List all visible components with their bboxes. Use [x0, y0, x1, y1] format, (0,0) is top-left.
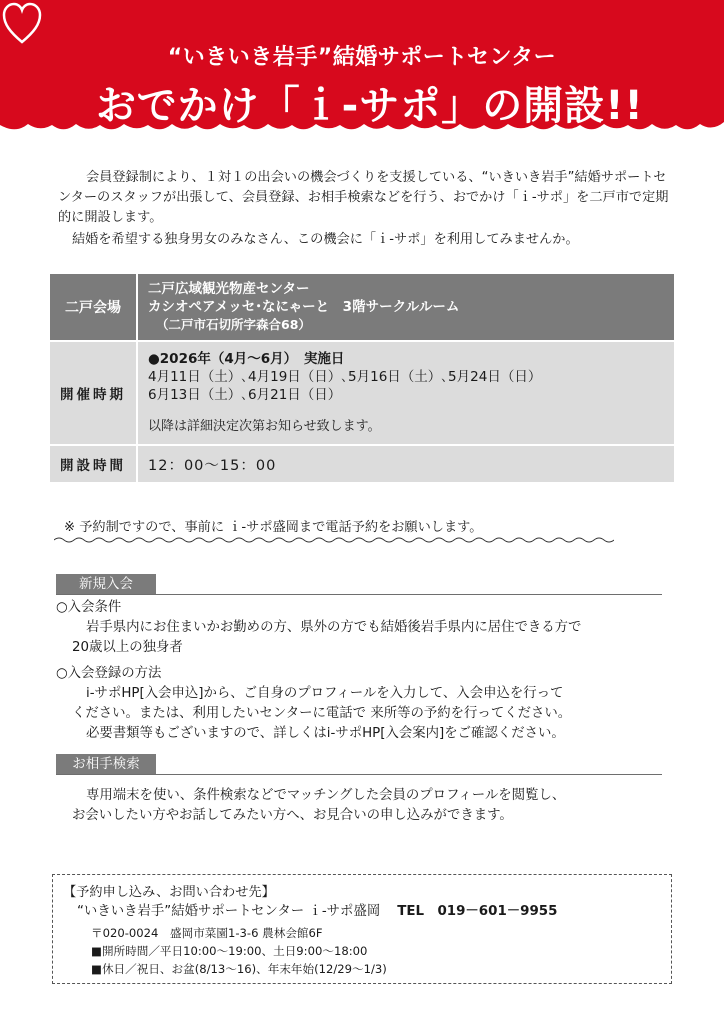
time-row	[50, 444, 674, 482]
section-tag-search: お相手検索	[56, 754, 156, 774]
join-method-text-2: ください。または、利用したいセンターに電話で 来所等の予約を行ってください。	[72, 706, 572, 721]
contact-hours: ■開所時間／平日10:00～19:00、土日9:00～18:00	[91, 944, 368, 958]
join-condition-title: ○入会条件	[56, 600, 122, 615]
banner-subtitle: “いきいき岩手”結婚サポートセンター	[167, 45, 557, 70]
join-condition-text-2: 20歳以上の独身者	[72, 640, 183, 655]
time-label: 開設時間	[50, 444, 136, 482]
search-description	[56, 786, 676, 826]
venue-room: カシオペアメッセ･なにゃーと 3階サークルルーム	[148, 299, 460, 315]
section-tag-join: 新規入会	[56, 574, 156, 594]
contact-closed-days: ■休日／祝日、お盆(8/13～16)、年末年始(12/29～1/3)	[91, 962, 387, 976]
heart-icon	[0, 0, 44, 46]
header-banner	[0, 0, 724, 140]
contact-address: 〒020-0024 盛岡市菜園1-3-6 農林会館6F	[91, 926, 323, 940]
intro-paragraph-1: 会員登録制により、１対１の出会いの機会づくりを支援している、“いきいき岩手”結婚サポートセンターのスタッフが出張して、会員登録、お相手検索などを行う、おでかけ「ｉ-サポ」を二戸市で定期的に開設します。	[58, 170, 669, 225]
period-label: 開催時期	[50, 340, 136, 444]
section-header-join	[56, 574, 662, 595]
venue-row	[50, 274, 674, 340]
period-note: 以降は詳細決定次第お知らせ致します。	[148, 419, 381, 434]
join-conditions	[56, 598, 676, 658]
period-value	[136, 340, 674, 444]
wavy-divider	[54, 535, 614, 545]
banner-title: おでかけ「ｉ-サポ」の開設!!	[96, 83, 644, 129]
venue-name: 二戸広域観光物産センター	[148, 281, 310, 297]
join-method-text-3: 必要書類等もございますので、詳しくはi-サポHP[入会案内]をご確認ください。	[86, 726, 565, 741]
period-dates-2: 6月13日（土）､6月21日（日）	[148, 387, 342, 403]
reservation-note: ※ 予約制ですので、事前に ｉ-サポ盛岡まで電話予約をお願いします。	[64, 520, 483, 535]
contact-heading: 【予約申し込み、お問い合わせ先】	[63, 885, 275, 900]
venue-label: 二戸会場	[50, 274, 136, 340]
join-condition-text-1: 岩手県内にお住まいかお勤めの方、県外の方でも結婚後岩手県内に居住できる方で	[86, 620, 582, 635]
venue-value	[136, 274, 674, 340]
search-text-2: お会いしたい方やお話してみたい方へ、お見合いの申し込みができます。	[72, 808, 513, 823]
time-value: 12：00～15：00	[136, 444, 674, 482]
section-header-search	[56, 754, 662, 775]
intro-text	[58, 168, 678, 250]
join-method	[56, 664, 676, 744]
period-dates-1: 4月11日（土）､4月19日（日）､5月16日（土）､5月24日（日）	[148, 369, 542, 385]
period-heading: ●2026年（4月～6月） 実施日	[148, 351, 345, 367]
contact-tel[interactable]: TEL 019－601－9955	[397, 904, 558, 919]
venue-address: （二戸市石切所字森合68）	[156, 317, 311, 332]
intro-paragraph-2: 結婚を希望する独身男女のみなさん、この機会に「ｉ-サポ」を利用してみませんか。	[72, 232, 579, 247]
join-method-text-1: i-サポHP[入会申込]から、ご自身のプロフィールを入力して、入会申込を行って	[86, 686, 564, 701]
contact-box	[52, 874, 672, 984]
period-row	[50, 340, 674, 444]
search-text-1: 専用端末を使い、条件検索などでマッチングした会員のプロフィールを閲覧し、	[86, 788, 566, 803]
event-info-table	[50, 274, 674, 482]
join-method-title: ○入会登録の方法	[56, 666, 162, 681]
contact-org-line	[77, 900, 557, 919]
contact-org: “いきいき岩手”結婚サポートセンター ｉ-サポ盛岡	[77, 904, 381, 919]
